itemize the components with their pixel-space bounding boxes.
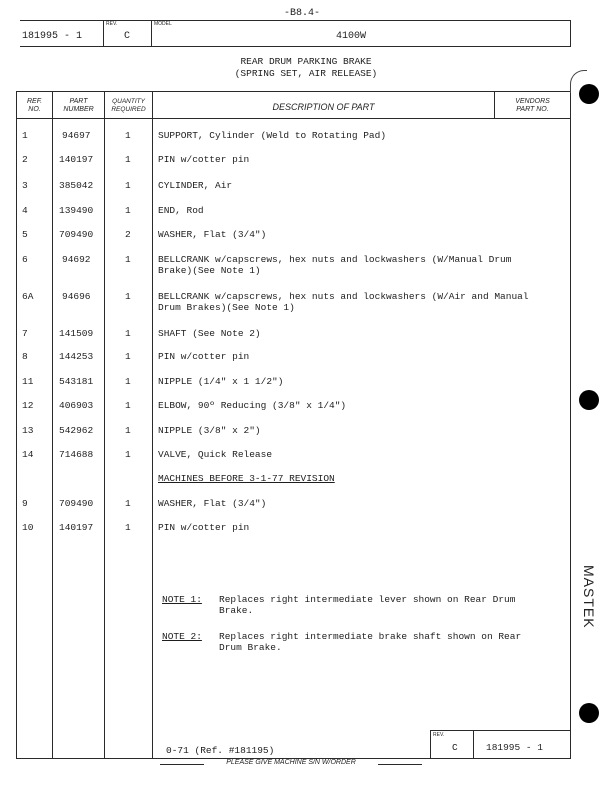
row-10-ref: 10 [22,522,34,533]
row-2-desc: PIN w/cotter pin [158,154,250,165]
row-11-qty: 1 [125,376,131,387]
row-10-qty: 1 [125,522,131,533]
row-5-qty: 2 [125,229,131,240]
footer-notice: PLEASE GIVE MACHINE S/N W/ORDER [226,759,356,766]
row-6-part: 94692 [62,254,91,265]
column-header-description: DESCRIPTION OF PART [272,102,375,112]
row-8-qty: 1 [125,351,131,362]
row-1-desc: SUPPORT, Cylinder (Weld to Rotating Pad) [158,130,387,141]
binder-hole-bottom [579,703,599,723]
row-4-desc: END, Rod [158,205,204,216]
row-6a-qty: 1 [125,291,131,302]
page-title [0,56,612,80]
row-12-qty: 1 [125,400,131,411]
page-number: -B8.4- [284,8,321,19]
side-stamp: MASTEK [581,565,597,629]
column-header-part-number: PART NUMBER [63,98,94,113]
row-6-qty: 1 [125,254,131,265]
header-model-value: 4100W [336,31,367,42]
row-12-part: 406903 [59,400,94,411]
row-7-part: 141509 [59,328,94,339]
row-13-qty: 1 [125,425,131,436]
row-9-desc: WASHER, Flat (3/4") [158,498,267,509]
row-6a-desc: BELLCRANK w/capscrews, hex nuts and lockwashers (W/Air and Manual Drum Brakes)(See Note 1) [158,291,529,313]
column-header-quantity: QUANTITY REQUIRED [111,98,146,113]
note-2-label: NOTE 2: [162,631,202,642]
row-2-part: 140197 [59,154,94,165]
row-13-ref: 13 [22,425,34,436]
row-10-part: 140197 [59,522,94,533]
row-12-desc: ELBOW, 90º Reducing (3/8" x 1/4") [158,400,347,411]
row-13-desc: NIPPLE (3/8" x 2") [158,425,261,436]
row-12-ref: 12 [22,400,34,411]
title-line-2: (SPRING SET, AIR RELEASE) [234,68,378,79]
row-2-ref: 2 [22,154,28,165]
row-7-qty: 1 [125,328,131,339]
column-header-vendors-part: VENDORS PART NO. [515,98,550,113]
row-11-ref: 11 [22,376,34,387]
row-13-part: 542962 [59,425,94,436]
row-4-ref: 4 [22,205,28,216]
footer-date-ref: 0-71 (Ref. #181195) [166,745,275,756]
row-8-ref: 8 [22,351,28,362]
row-9-part: 709490 [59,498,94,509]
row-11-desc: NIPPLE (1/4" x 1 1/2") [158,376,284,387]
row-2-qty: 1 [125,154,131,165]
row-5-desc: WASHER, Flat (3/4") [158,229,267,240]
title-line-1: REAR DRUM PARKING BRAKE [240,56,372,67]
row-3-qty: 1 [125,180,131,191]
note-1-label: NOTE 1: [162,594,202,605]
row-5-ref: 5 [22,229,28,240]
row-1-part: 94697 [62,130,91,141]
row-1-ref: 1 [22,130,28,141]
row-8-desc: PIN w/cotter pin [158,351,250,362]
row-3-part: 385042 [59,180,94,191]
row-4-part: 139490 [59,205,94,216]
row-11-part: 543181 [59,376,94,387]
footer-rev-value: C [452,742,458,753]
row-9-ref: 9 [22,498,28,509]
header-rev-value: C [124,31,131,42]
header-doc-number: 181995 - 1 [22,31,83,42]
row-6a-ref: 6A [22,291,34,302]
note-1-text: Replaces right intermediate lever shown on Rear Drum Brake. [219,594,516,616]
row-7-desc: SHAFT (See Note 2) [158,328,261,339]
binder-hole-middle [579,390,599,410]
row-1-qty: 1 [125,130,131,141]
row-14-qty: 1 [125,449,131,460]
row-10-desc: PIN w/cotter pin [158,522,250,533]
row-9-qty: 1 [125,498,131,509]
note-2-text: Replaces right intermediate brake shaft shown on Rear Drum Brake. [219,631,522,653]
row-8-part: 144253 [59,351,94,362]
row-4-qty: 1 [125,205,131,216]
row-3-desc: CYLINDER, Air [158,180,233,191]
row-7-ref: 7 [22,328,28,339]
footer-doc-number: 181995 - 1 [486,742,544,753]
row-14-desc: VALVE, Quick Release [158,449,273,460]
header-rev-label: REV. [106,21,118,27]
column-header-ref: REF. NO. [26,98,43,113]
row-6-desc: BELLCRANK w/capscrews, hex nuts and lockwashers (W/Manual Drum Brake)(See Note 1) [158,254,512,276]
header-model-label: MODEL [154,21,172,27]
row-14-part: 714688 [59,449,94,460]
row-6-ref: 6 [22,254,28,265]
row-3-ref: 3 [22,180,28,191]
row-6a-part: 94696 [62,291,91,302]
row-5-part: 709490 [59,229,94,240]
footer-rev-label: REV. [433,732,445,738]
row-14-ref: 14 [22,449,34,460]
section-heading-before-revision: MACHINES BEFORE 3-1-77 REVISION [158,473,335,484]
